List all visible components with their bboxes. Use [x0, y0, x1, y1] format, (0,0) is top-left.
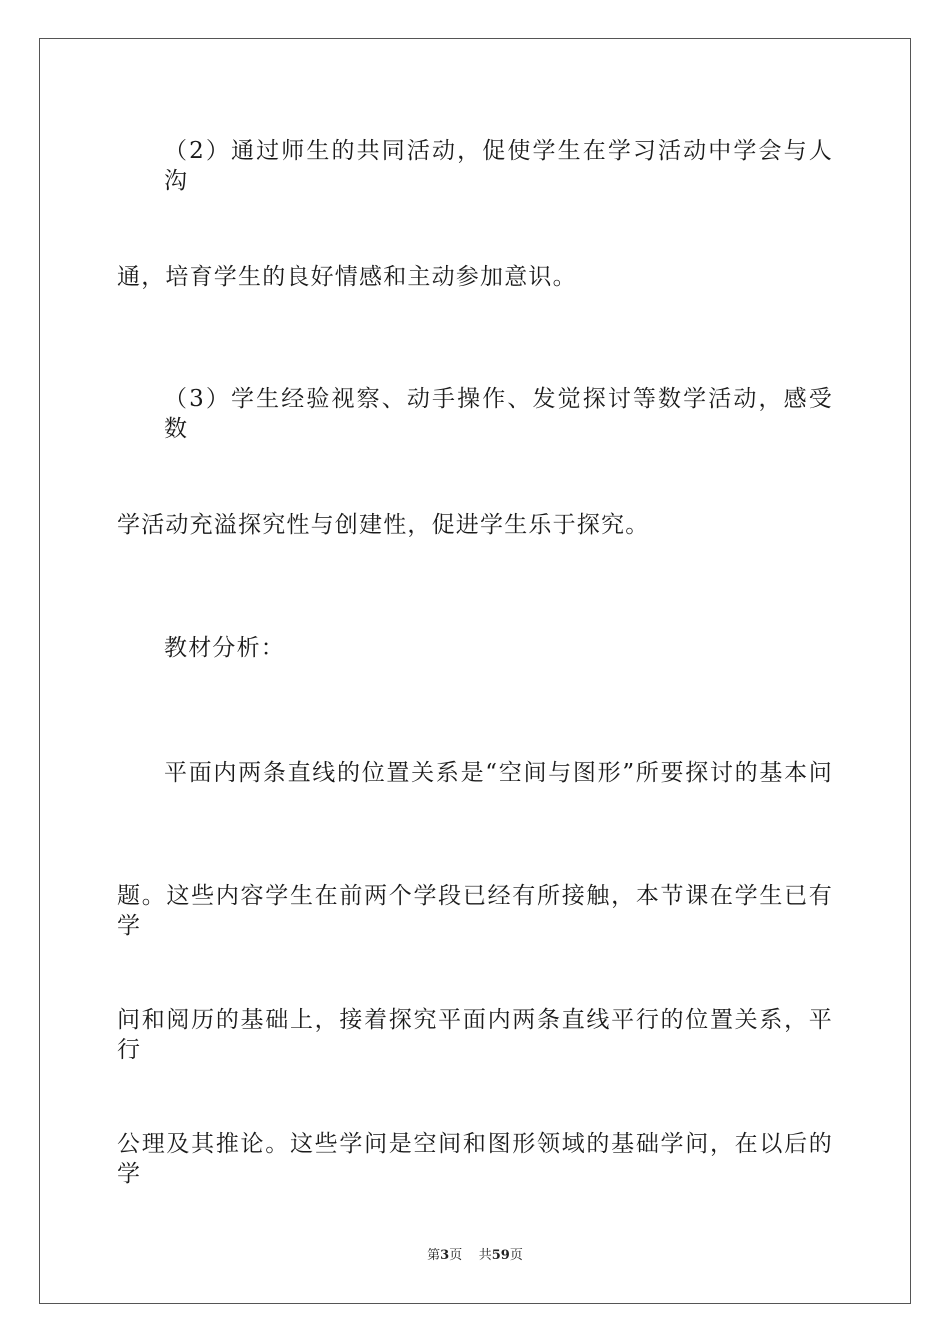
paragraph-line: （2）通过师生的共同活动，促使学生在学习活动中学会与人沟: [164, 138, 833, 194]
paragraph-line: 通，培育学生的良好情感和主动参加意识。: [117, 264, 577, 290]
total-prefix: 共: [478, 1248, 492, 1263]
page-suffix: 页: [449, 1248, 463, 1263]
page-footer: [0, 1247, 950, 1265]
paragraph-line: 公理及其推论。这些学问是空间和图形领域的基础学问，在以后的学: [117, 1131, 833, 1187]
page-number: 3: [440, 1248, 450, 1263]
paragraph-line: 平面内两条直线的位置关系是“空间与图形”所要探讨的基本问: [164, 760, 833, 786]
paragraph-line: （3）学生经验视察、动手操作、发觉探讨等数学活动，感受数: [164, 386, 833, 442]
paragraph-line: 题。这些内容学生在前两个学段已经有所接触，本节课在学生已有学: [117, 883, 833, 939]
page-prefix: 第: [427, 1248, 441, 1263]
paragraph-line: 问和阅历的基础上，接着探究平面内两条直线平行的位置关系，平行: [117, 1007, 833, 1063]
total-suffix: 页: [509, 1248, 523, 1263]
page-border: [39, 38, 911, 1304]
section-heading: 教材分析：: [164, 635, 285, 661]
total-pages: 59: [491, 1248, 510, 1263]
paragraph-line: 学活动充溢探究性与创建性，促进学生乐于探究。: [117, 512, 650, 538]
